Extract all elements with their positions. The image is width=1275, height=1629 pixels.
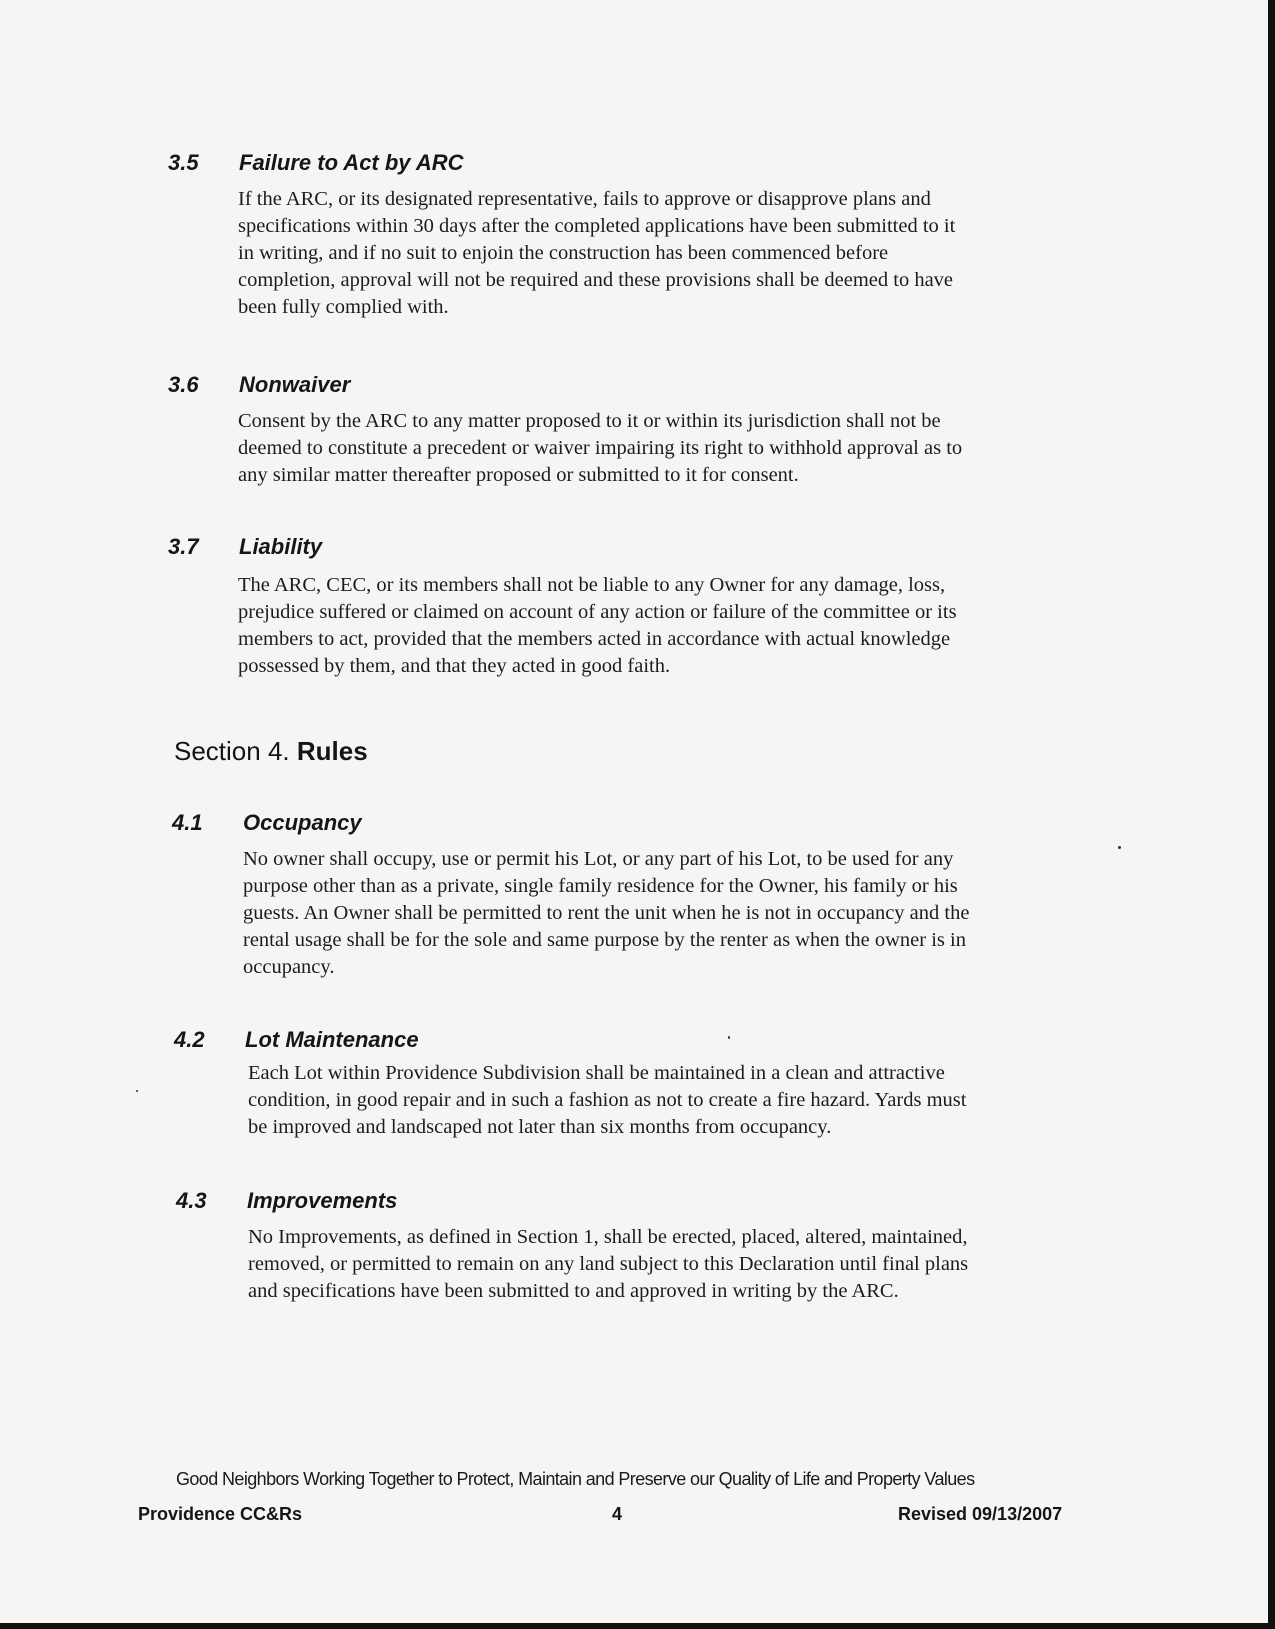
subsection-4-2-body [248, 1060, 966, 1141]
scan-speck [136, 1090, 138, 1092]
body-line: deemed to constitute a precedent or waiver impairing its right to withhold approval as to [238, 437, 963, 459]
subsection-number: 4.1 [172, 810, 203, 835]
footer-revision-date: Revised 09/13/2007 [898, 1504, 1063, 1524]
scan-border-bottom [0, 1623, 1275, 1629]
body-line: The ARC, CEC, or its members shall not be liable to any Owner for any damage, loss, [238, 574, 946, 596]
section-heading [174, 736, 368, 767]
subsection-title: Liability [239, 534, 323, 559]
scan-border-right [1268, 0, 1275, 1629]
body-line: removed, or permitted to remain on any land subject to this Declaration until final plans [248, 1253, 969, 1275]
subsection-title: Nonwaiver [239, 372, 351, 397]
body-line: If the ARC, or its designated representative, fails to approve or disapprove plans and [238, 188, 931, 210]
subsection-title: Improvements [247, 1188, 398, 1213]
body-line: condition, in good repair and in such a fashion as not to create a fire hazard. Yards must [248, 1089, 967, 1111]
subsection-title: Failure to Act by ARC [239, 150, 464, 175]
subsection-title: Lot Maintenance [245, 1027, 419, 1052]
scan-speck [1118, 846, 1121, 849]
body-line: occupancy. [243, 956, 335, 978]
subsection-title: Occupancy [243, 810, 362, 835]
body-line: purpose other than as a private, single family residence for the Owner, his family or his [243, 875, 958, 897]
subsection-4-3-body [248, 1224, 968, 1305]
body-line: No Improvements, as defined in Section 1, shall be erected, placed, altered, maintained, [248, 1226, 968, 1248]
body-line: completion, approval will not be required and these provisions shall be deemed to have [238, 269, 954, 291]
subsection-number: 4.3 [176, 1188, 207, 1213]
footer-page-number: 4 [612, 1504, 623, 1524]
body-line: any similar matter thereafter proposed or submitted to it for consent. [238, 464, 799, 486]
section-name: Rules [296, 736, 368, 766]
body-line: be improved and landscaped not later than six months from occupancy. [248, 1116, 832, 1138]
body-line: No owner shall occupy, use or permit his Lot, or any part of his Lot, to be used for any [243, 848, 954, 870]
subsection-number: 3.5 [168, 150, 199, 175]
subsection-number: 3.6 [168, 372, 199, 397]
body-line: Consent by the ARC to any matter proposed to it or within its jurisdiction shall not be [238, 410, 941, 432]
body-line: rental usage shall be for the sole and same purpose by the renter as when the owner is in [243, 929, 966, 951]
body-line: and specifications have been submitted to and approved in writing by the ARC. [248, 1280, 899, 1302]
subsection-4-1-body [243, 846, 969, 981]
body-line: specifications within 30 days after the completed applications have been submitted to it [238, 215, 956, 237]
footer-tagline: Good Neighbors Working Together to Protect, Maintain and Preserve our Quality of Life and Property Values [176, 1469, 975, 1489]
body-line: guests. An Owner shall be permitted to rent the unit when he is not in occupancy and the [243, 902, 970, 924]
body-line: Each Lot within Providence Subdivision shall be maintained in a clean and attractive [248, 1062, 945, 1084]
subsection-3-6-body [238, 408, 962, 489]
body-line: been fully complied with. [238, 296, 449, 318]
subsection-number: 4.2 [174, 1027, 205, 1052]
subsection-3-7-body [238, 572, 957, 680]
section-label: Section 4. [174, 736, 290, 766]
body-line: prejudice suffered or claimed on account of any action or failure of the committee or its [238, 601, 957, 623]
body-line: members to act, provided that the members acted in accordance with actual knowledge [238, 628, 951, 650]
body-line: in writing, and if no suit to enjoin the construction has been commenced before [238, 242, 889, 264]
subsection-3-5-body [238, 186, 955, 321]
subsection-number: 3.7 [168, 534, 199, 559]
scan-speck [728, 1036, 730, 1039]
footer-document-name: Providence CC&Rs [138, 1504, 303, 1524]
body-line: possessed by them, and that they acted in good faith. [238, 655, 671, 677]
